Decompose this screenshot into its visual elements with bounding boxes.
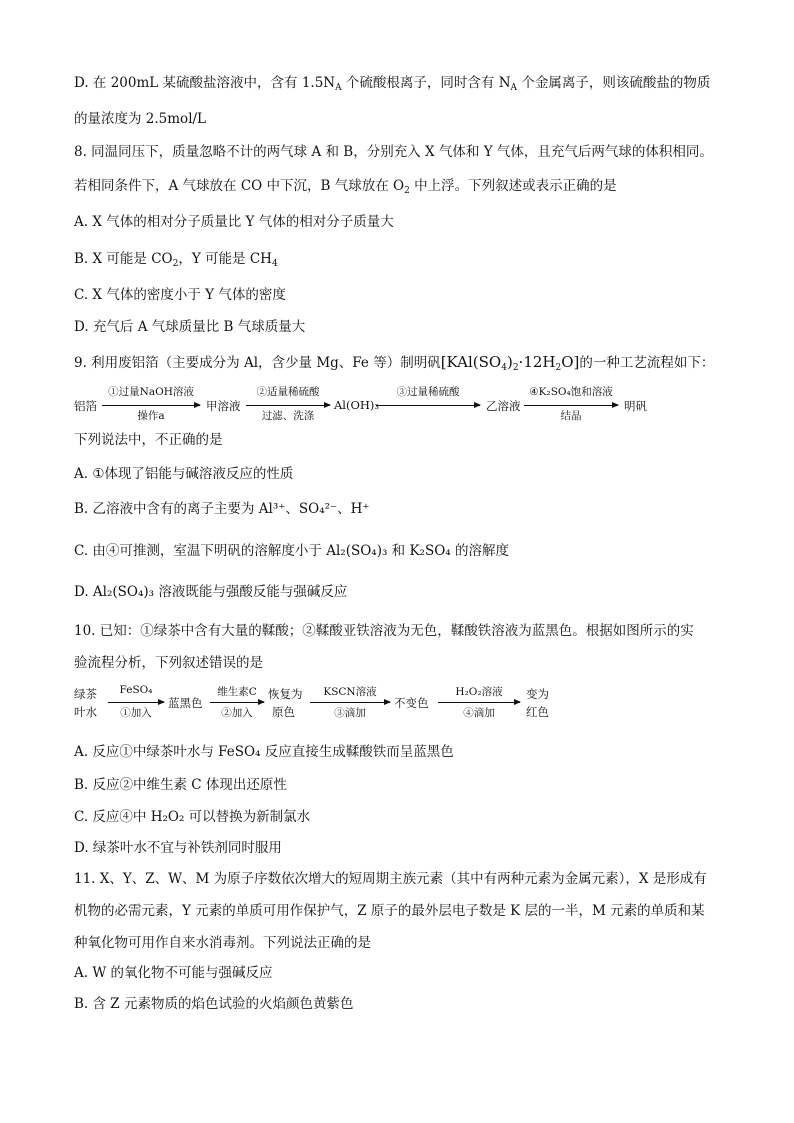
flow-node-aluminum-hydroxide: Al(OH)₃ xyxy=(334,398,380,412)
q11-option-b: B. 含 Z 元素物质的焰色试验的火焰颜色黄紫色 xyxy=(74,996,354,1012)
flow-node-turn-red-1: 变为 xyxy=(526,687,549,701)
flow-step2-reagent: 维生素C xyxy=(217,686,257,698)
flow-step4-operation: ④滴加 xyxy=(463,707,495,719)
flow-arrow-3 xyxy=(376,405,480,406)
flow-node-solution-jia: 甲溶液 xyxy=(206,399,241,413)
q7-option-d-line2: 的量浓度为 2.5mol/L xyxy=(74,111,207,127)
q9-question: 下列说法中，不正确的是 xyxy=(74,432,223,448)
q8-option-d: D. 充气后 A 气球质量比 B 气球质量大 xyxy=(74,319,306,335)
q8-option-a: A. X 气体的相对分子质量比 Y 气体的相对分子质量大 xyxy=(74,214,394,230)
q10-stem-line2: 验流程分析，下列叙述错误的是 xyxy=(74,655,263,671)
flow-step4-reagent: H₂O₂溶液 xyxy=(455,686,503,698)
q11-stem-line2: 机物的必需元素，Y 元素的单质可用作保护气，Z 原子的最外层电子数是 K 层的一半，M 元素的单质和某 xyxy=(74,903,705,919)
flow-arrow-3 xyxy=(310,702,390,703)
q10-stem-line1: 10. 已知：①绿茶中含有大量的鞣酸；②鞣酸亚铁溶液为无色，鞣酸铁溶液为蓝黑色。根据如图所示的实 xyxy=(74,623,694,639)
flow-node-green-tea-2: 叶水 xyxy=(74,705,97,719)
q11-stem-line1: 11. X、Y、Z、W、M 为原子序数依次增大的短周期主族元素（其中有两种元素为金属元素），X 是形成有 xyxy=(74,871,707,887)
q9-option-a: A. ①体现了铝能与碱溶液反应的性质 xyxy=(74,466,294,482)
alum-formula: $[KAl(SO_4)_2\cdot 12H_2O]$ xyxy=(440,353,580,373)
q9-process-flow xyxy=(74,384,714,424)
flow-step2-operation: ②加入 xyxy=(221,707,253,719)
flow-step1-reagent: FeSO₄ xyxy=(119,684,153,696)
flow-step2-reagent: ②适量稀硫酸 xyxy=(256,386,320,398)
flow-node-blue-black: 蓝黑色 xyxy=(168,696,203,710)
flow-arrow-1 xyxy=(108,702,164,703)
flow-arrow-2 xyxy=(210,702,264,703)
q10-option-d: D. 绿茶叶水不宜与补铁剂同时服用 xyxy=(74,840,282,856)
flow-step1-operation: ①加入 xyxy=(120,707,152,719)
q10-option-a: A. 反应①中绿茶叶水与 FeSO₄ 反应直接生成鞣酸铁而呈蓝黑色 xyxy=(74,744,454,760)
flow-step1-reagent: ①过量NaOH溶液 xyxy=(108,386,194,398)
q9-option-b: B. 乙溶液中含有的离子主要为 Al³⁺、SO₄²⁻、H⁺ xyxy=(74,501,370,517)
flow-step4-reagent: ④K₂SO₄饱和溶液 xyxy=(529,386,613,398)
flow-arrow-4 xyxy=(438,702,520,703)
flow-step3-operation: ③滴加 xyxy=(334,707,366,719)
q8-option-b: B. X 可能是 $CO_2$，Y 可能是 $CH_4$ xyxy=(74,251,278,269)
flow-arrow-4 xyxy=(524,405,618,406)
flow-node-aluminum-foil: 铝箔 xyxy=(74,399,97,413)
q7-option-d-line1: D. 在 200mL 某硫酸盐溶液中，含有 $1.5N_A$ 个硫酸根离子，同时含有 $N_A$ 个金属离子，则该硫酸盐的物质 xyxy=(74,75,711,93)
q8-option-c: C. X 气体的密度小于 Y 气体的密度 xyxy=(74,287,286,303)
flow-step1-operation: 操作a xyxy=(137,410,165,422)
flow-node-restore-2: 原色 xyxy=(272,705,295,719)
q10-option-c: C. 反应④中 H₂O₂ 可以替换为新制氯水 xyxy=(74,809,311,825)
flow-node-alum: 明矾 xyxy=(624,399,647,413)
q10-experiment-flow xyxy=(74,684,574,724)
flow-step2-operation: 过滤、洗涤 xyxy=(261,410,315,422)
q11-option-a: A. W 的氧化物不可能与强碱反应 xyxy=(74,965,273,981)
flow-step3-reagent: KSCN溶液 xyxy=(323,686,377,698)
q11-stem-line3: 种氧化物可用作自来水消毒剂。下列说法正确的是 xyxy=(74,935,371,951)
flow-node-solution-yi: 乙溶液 xyxy=(486,399,521,413)
flow-arrow-2 xyxy=(246,405,330,406)
flow-step4-operation: 结晶 xyxy=(560,410,582,422)
q8-stem-line2: 若相同条件下，A 气球放在 CO 中下沉，B 气球放在 $O_2$ 中上浮。下列叙述或表示正确的是 xyxy=(74,178,617,196)
flow-step3-reagent: ③过量稀硫酸 xyxy=(396,386,460,398)
q10-option-b: B. 反应②中维生素 C 体现出还原性 xyxy=(74,777,287,793)
q9-option-d: D. Al₂(SO₄)₃ 溶液既能与强酸反能与强碱反应 xyxy=(74,584,348,600)
q9-option-c: C. 由④可推测，室温下明矾的溶解度小于 Al₂(SO₄)₃ 和 K₂SO₄ 的溶解度 xyxy=(74,543,509,559)
flow-node-turn-red-2: 红色 xyxy=(526,705,549,719)
flow-node-restore-1: 恢复为 xyxy=(268,687,303,701)
flow-node-no-change: 不变色 xyxy=(394,696,429,710)
q8-stem-line1: 8. 同温同压下，质量忽略不计的两气球 A 和 B，分别充入 X 气体和 Y 气体，且充气后两气球的体积相同。 xyxy=(74,144,713,160)
flow-arrow-1 xyxy=(102,405,200,406)
flow-node-green-tea-1: 绿茶 xyxy=(74,687,97,701)
q9-stem: 9. 利用废铝箔（主要成分为 Al，含少量 Mg、Fe 等）制明矾$[KAl(SO_4)_2\cdot 12H_2O]$的一种工艺流程如下： xyxy=(74,353,715,373)
